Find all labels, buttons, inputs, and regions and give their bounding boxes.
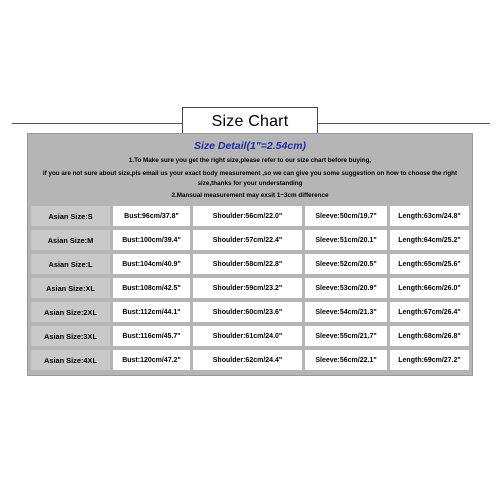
size-cell: Asian Size:2XL xyxy=(31,302,110,322)
note-line-1: 1.To Make sure you get the right size,please refer to our size chart before buying, xyxy=(128,157,372,164)
length-cell: Length:66cm/26.0" xyxy=(390,278,469,298)
size-cell: Asian Size:4XL xyxy=(31,350,110,370)
size-detail-title: Size Detail(1"=2.54cm) xyxy=(193,140,307,152)
size-cell: Asian Size:L xyxy=(31,254,110,274)
size-chart xyxy=(27,133,473,376)
shoulder-cell: Shoulder:57cm/22.4" xyxy=(193,230,302,250)
length-cell: Length:65cm/25.6" xyxy=(390,254,469,274)
shoulder-cell: Shoulder:58cm/22.8" xyxy=(193,254,302,274)
shoulder-cell: Shoulder:56cm/22.0" xyxy=(193,206,302,226)
title-bar xyxy=(0,103,500,135)
shoulder-cell: Shoulder:61cm/24.0" xyxy=(193,326,302,346)
length-cell: Length:68cm/26.8" xyxy=(390,326,469,346)
sleeve-cell: Sleeve:53cm/20.9" xyxy=(305,278,387,298)
table-row xyxy=(31,206,469,227)
bust-cell: Bust:96cm/37.8" xyxy=(113,206,190,226)
size-cell: Asian Size:XL xyxy=(31,278,110,298)
table-row xyxy=(31,278,469,299)
length-cell: Length:67cm/26.4" xyxy=(390,302,469,322)
size-cell: Asian Size:M xyxy=(31,230,110,250)
bust-cell: Bust:108cm/42.5" xyxy=(113,278,190,298)
sleeve-cell: Sleeve:54cm/21.3" xyxy=(305,302,387,322)
page-title: Size Chart xyxy=(182,107,318,137)
note-line-2: if you are not sure about size,pls email us your exact body measurement ,so we can give you some suggestion on how to choose the right xyxy=(42,170,458,177)
sleeve-cell: Sleeve:51cm/20.1" xyxy=(305,230,387,250)
sleeve-cell: Sleeve:55cm/21.7" xyxy=(305,326,387,346)
sleeve-cell: Sleeve:52cm/20.5" xyxy=(305,254,387,274)
shoulder-cell: Shoulder:59cm/23.2" xyxy=(193,278,302,298)
table-row xyxy=(31,350,469,371)
size-detail-header xyxy=(28,134,472,206)
bust-cell: Bust:104cm/40.9" xyxy=(113,254,190,274)
bust-cell: Bust:100cm/39.4" xyxy=(113,230,190,250)
bust-cell: Bust:120cm/47.2" xyxy=(113,350,190,370)
bust-cell: Bust:116cm/45.7" xyxy=(113,326,190,346)
sleeve-cell: Sleeve:50cm/19.7" xyxy=(305,206,387,226)
bust-cell: Bust:112cm/44.1" xyxy=(113,302,190,322)
title-divider-right xyxy=(318,123,490,124)
length-cell: Length:63cm/24.8" xyxy=(390,206,469,226)
table-row xyxy=(31,302,469,323)
title-divider-left xyxy=(12,123,182,124)
sleeve-cell: Sleeve:56cm/22.1" xyxy=(305,350,387,370)
note-line-4: 2.Mansual measurement may exsit 1~3cm difference xyxy=(171,192,329,199)
length-cell: Length:69cm/27.2" xyxy=(390,350,469,370)
note-line-3: size,thanks for your understanding xyxy=(197,180,303,187)
table-row xyxy=(31,230,469,251)
size-cell: Asian Size:3XL xyxy=(31,326,110,346)
shoulder-cell: Shoulder:62cm/24.4" xyxy=(193,350,302,370)
table-row xyxy=(31,326,469,347)
shoulder-cell: Shoulder:60cm/23.6" xyxy=(193,302,302,322)
size-cell: Asian Size:S xyxy=(31,206,110,226)
table-row xyxy=(31,254,469,275)
length-cell: Length:64cm/25.2" xyxy=(390,230,469,250)
